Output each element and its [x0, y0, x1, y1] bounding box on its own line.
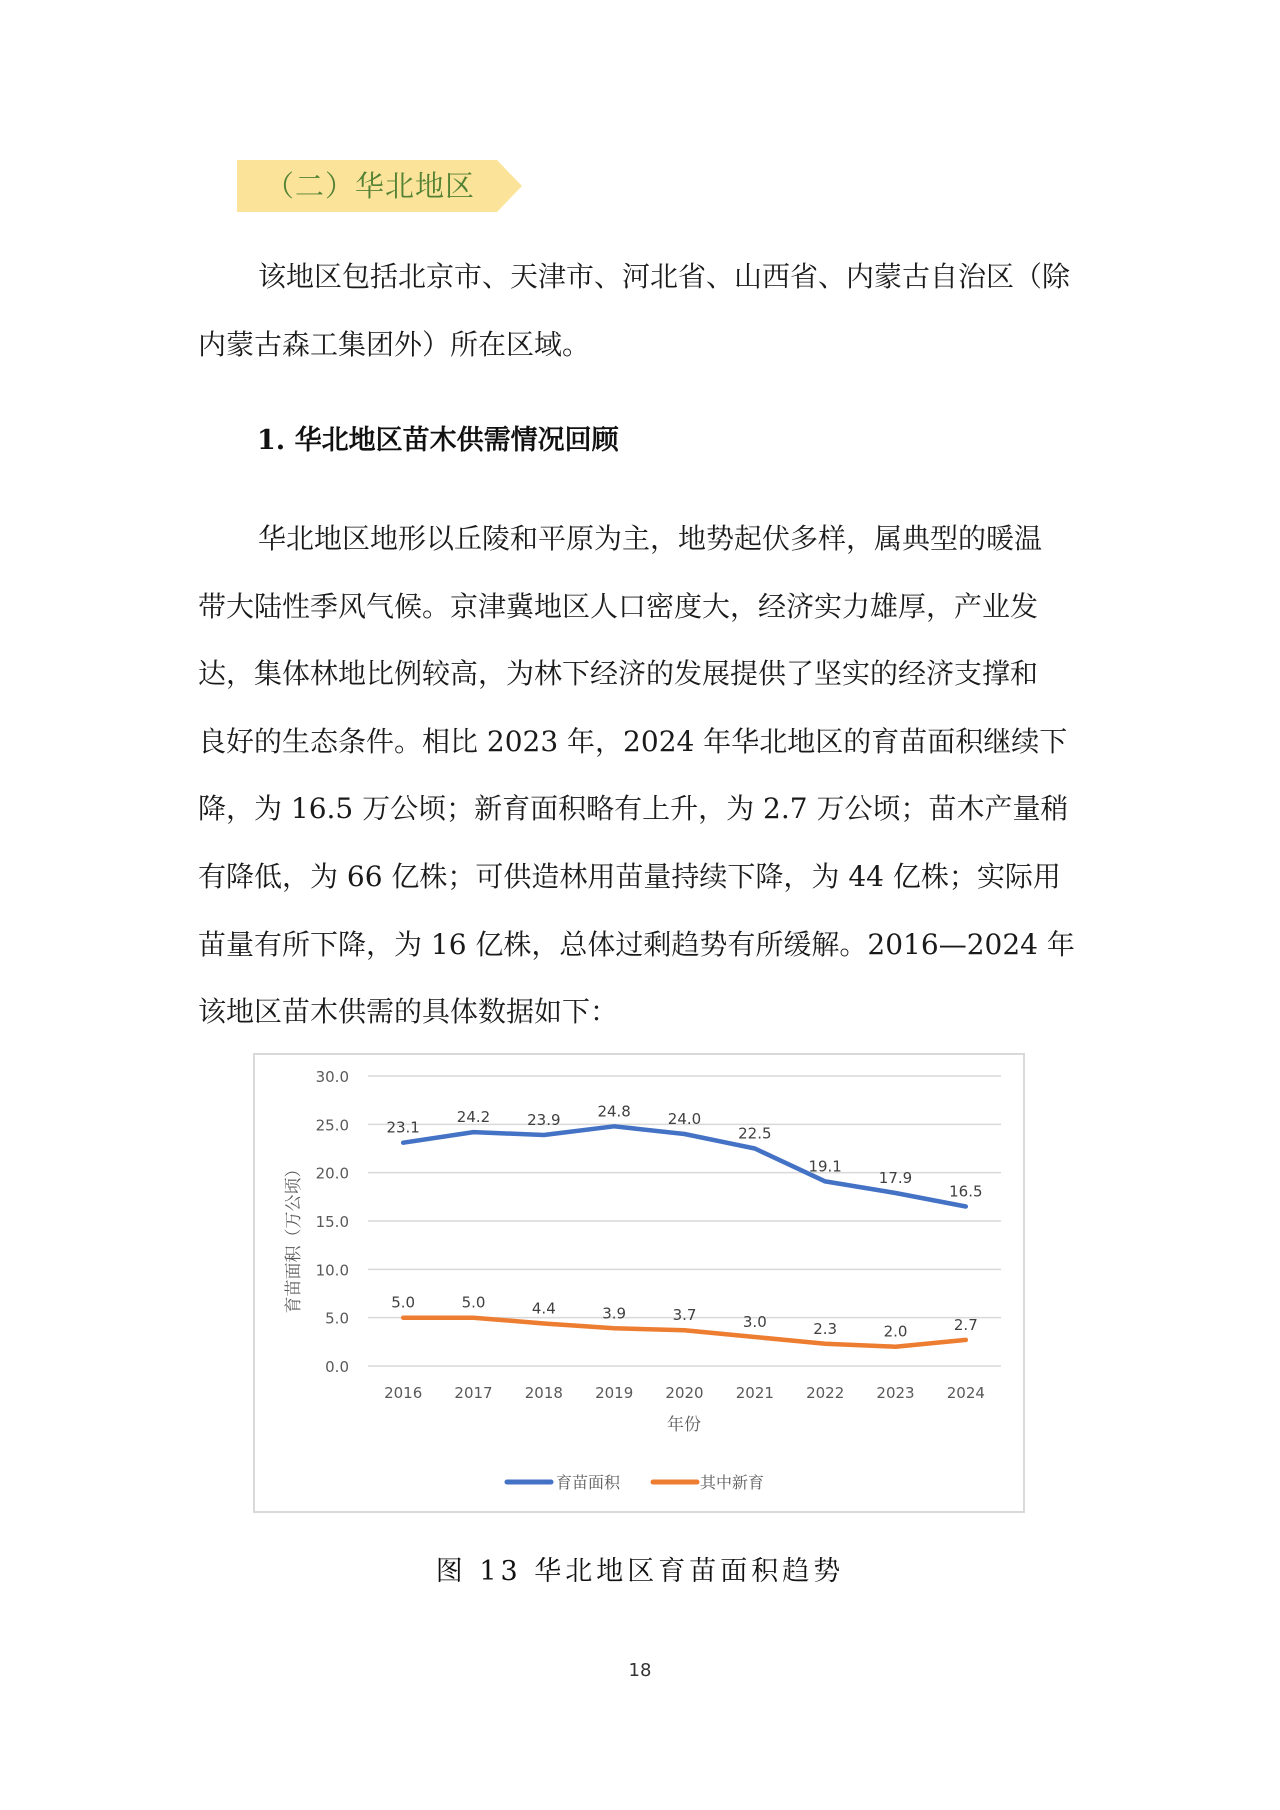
y-tick-label: 15.0 — [315, 1213, 349, 1231]
line-chart — [253, 1053, 1025, 1513]
legend-label: 其中新育 — [700, 1473, 765, 1492]
data-label: 23.1 — [386, 1118, 420, 1137]
subsection-heading: 1. 华北地区苗木供需情况回顾 — [257, 425, 619, 456]
legend-label: 育苗面积 — [556, 1473, 621, 1492]
figure-caption: 图 13 华北地区育苗面积趋势 — [435, 1556, 845, 1587]
x-tick-label: 2024 — [946, 1384, 985, 1402]
y-tick-label: 10.0 — [315, 1261, 349, 1280]
data-label: 5.0 — [391, 1293, 416, 1312]
data-label: 4.4 — [531, 1299, 556, 1318]
y-axis-title: 育苗面积（万公顷） — [284, 1160, 304, 1314]
intro-paragraph — [198, 243, 1100, 378]
paragraph-line: 华北地区地形以丘陵和平原为主，地势起伏多样，属典型的暖温 — [258, 522, 1043, 555]
x-tick-label: 2020 — [665, 1384, 704, 1402]
data-label: 2.0 — [883, 1322, 908, 1341]
x-axis-title: 年份 — [667, 1415, 701, 1435]
section-title: （二）华北地区 — [265, 169, 476, 203]
data-label: 19.1 — [808, 1157, 842, 1176]
y-tick-label: 0.0 — [325, 1358, 349, 1376]
x-tick-label: 2019 — [595, 1384, 634, 1402]
data-label: 2.3 — [813, 1319, 838, 1338]
data-label: 3.7 — [672, 1306, 697, 1325]
body-paragraph — [198, 505, 1100, 1046]
paragraph-line: 降，为 16.5 万公顷；新育面积略有上升，为 2.7 万公顷；苗木产量稍 — [198, 792, 1069, 826]
data-label: 22.5 — [738, 1124, 772, 1143]
paragraph-line: 带大陆性季风气候。京津冀地区人口密度大，经济实力雄厚，产业发 — [198, 589, 1039, 623]
section-banner — [237, 160, 522, 212]
x-tick-label: 2023 — [876, 1384, 915, 1402]
data-label: 16.5 — [949, 1182, 983, 1201]
y-tick-label: 25.0 — [315, 1116, 349, 1135]
paragraph-line: 内蒙古森工集团外）所在区域。 — [198, 327, 591, 361]
paragraph-line: 该地区包括北京市、天津市、河北省、山西省、内蒙古自治区（除 — [258, 260, 1071, 293]
data-label: 24.8 — [597, 1102, 631, 1121]
series-line — [403, 1126, 966, 1206]
data-label: 24.0 — [667, 1110, 702, 1128]
y-tick-label: 30.0 — [315, 1068, 349, 1086]
data-label: 3.0 — [742, 1313, 767, 1331]
x-tick-label: 2017 — [454, 1384, 493, 1402]
data-label: 5.0 — [461, 1293, 486, 1312]
data-label: 2.7 — [953, 1315, 978, 1334]
paragraph-line: 达，集体林地比例较高，为林下经济的发展提供了坚实的经济支撑和 — [198, 657, 1039, 691]
x-tick-label: 2021 — [735, 1384, 774, 1402]
paragraph-line: 良好的生态条件。相比 2023 年，2024 年华北地区的育苗面积继续下 — [198, 724, 1068, 758]
paragraph-line: 有降低，为 66 亿株；可供造林用苗量持续下降，为 44 亿株；实际用 — [198, 859, 1061, 893]
data-label: 17.9 — [878, 1168, 913, 1187]
paragraph-line: 苗量有所下降，为 16 亿株，总体过剩趋势有所缓解。2016—2024 年 — [198, 927, 1075, 961]
paragraph-line: 该地区苗木供需的具体数据如下： — [198, 995, 619, 1029]
data-label: 3.9 — [602, 1304, 627, 1323]
data-label: 24.2 — [456, 1108, 491, 1127]
x-tick-label: 2018 — [524, 1384, 563, 1402]
y-tick-label: 5.0 — [325, 1309, 349, 1328]
data-label: 23.9 — [527, 1110, 561, 1129]
page-number: 18 — [628, 1660, 652, 1681]
x-tick-label: 2016 — [384, 1384, 423, 1402]
x-tick-label: 2022 — [806, 1384, 845, 1402]
chart-canvas — [255, 1055, 1023, 1511]
y-tick-label: 20.0 — [315, 1164, 349, 1183]
